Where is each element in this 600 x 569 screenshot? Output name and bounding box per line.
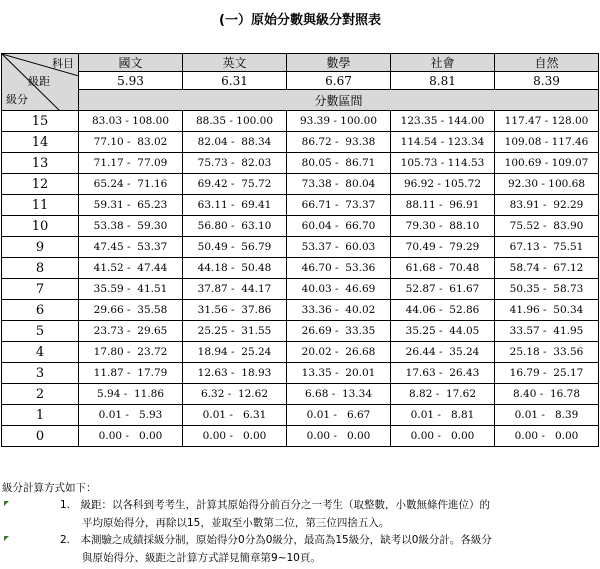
level-cell: 11: [2, 195, 79, 216]
score-range-cell: 50.35 - 58.73: [495, 279, 599, 300]
page-title: (一）原始分數與級分對照表: [219, 13, 381, 28]
subject-header: 社會: [391, 54, 495, 72]
table-row: [2, 132, 599, 153]
table-row: [2, 174, 599, 195]
score-range-cell: 88.11 - 96.91: [391, 195, 495, 216]
score-range-cell: 0.01 - 6.31: [183, 405, 287, 426]
note-2-line-2: 與原始得分、級距之計算方式詳見簡章第9~10頁。: [82, 552, 321, 564]
table-row: [2, 342, 599, 363]
score-range-cell: 77.10 - 83.02: [79, 132, 183, 153]
table-row: [2, 279, 599, 300]
score-range-cell: 37.87 - 44.17: [183, 279, 287, 300]
level-cell: 2: [2, 384, 79, 405]
table-row: [2, 237, 599, 258]
score-range-cell: 0.00 - 0.00: [495, 426, 599, 447]
score-range-cell: 16.79 - 25.17: [495, 363, 599, 384]
score-range-cell: 69.42 - 75.72: [183, 174, 287, 195]
score-range-cell: 65.24 - 71.16: [79, 174, 183, 195]
score-range-cell: 20.02 - 26.68: [287, 342, 391, 363]
range-heading: 分數區間: [79, 90, 599, 111]
score-range-cell: 0.01 - 8.81: [391, 405, 495, 426]
score-range-cell: 26.44 - 35.24: [391, 342, 495, 363]
subject-header: 自然: [495, 54, 599, 72]
score-range-cell: 58.74 - 67.12: [495, 258, 599, 279]
table-row: [2, 153, 599, 174]
score-range-cell: 86.72 - 93.38: [287, 132, 391, 153]
score-range-cell: 60.04 - 66.70: [287, 216, 391, 237]
note-2-line-1: 2. 本測驗之成績採級分制，原始得分0分為0級分，最高為15級分，缺考以0級分計。各級分: [60, 534, 492, 546]
score-range-cell: 83.91 - 92.29: [495, 195, 599, 216]
table-row: [2, 258, 599, 279]
level-cell: 5: [2, 321, 79, 342]
score-range-cell: 35.59 - 41.51: [79, 279, 183, 300]
score-range-cell: 52.87 - 61.67: [391, 279, 495, 300]
score-range-cell: 79.30 - 88.10: [391, 216, 495, 237]
corner-marker-icon: [4, 501, 9, 506]
corner-subject-label: 科目: [52, 57, 74, 70]
score-range-cell: 70.49 - 79.29: [391, 237, 495, 258]
score-range-cell: 44.06 - 52.86: [391, 300, 495, 321]
score-range-cell: 33.36 - 40.02: [287, 300, 391, 321]
level-cell: 3: [2, 363, 79, 384]
score-range-cell: 92.30 - 100.68: [495, 174, 599, 195]
score-range-cell: 31.56 - 37.86: [183, 300, 287, 321]
score-range-cell: 17.80 - 23.72: [79, 342, 183, 363]
level-cell: 4: [2, 342, 79, 363]
table-row: [2, 363, 599, 384]
score-range-cell: 47.45 - 53.37: [79, 237, 183, 258]
score-range-cell: 46.70 - 53.36: [287, 258, 391, 279]
score-range-cell: 66.71 - 73.37: [287, 195, 391, 216]
level-cell: 10: [2, 216, 79, 237]
level-cell: 15: [2, 111, 79, 132]
table-row: [2, 216, 599, 237]
score-range-cell: 13.35 - 20.01: [287, 363, 391, 384]
score-range-cell: 5.94 - 11.86: [79, 384, 183, 405]
score-range-cell: 0.01 - 6.67: [287, 405, 391, 426]
score-range-cell: 8.82 - 17.62: [391, 384, 495, 405]
subject-header-row: [2, 54, 599, 72]
table-row: [2, 195, 599, 216]
level-cell: 6: [2, 300, 79, 321]
level-cell: 12: [2, 174, 79, 195]
score-range-cell: 35.25 - 44.05: [391, 321, 495, 342]
table-row: [2, 300, 599, 321]
score-range-cell: 29.66 - 35.58: [79, 300, 183, 321]
gap-value: 8.81: [391, 72, 495, 90]
subject-header: 英文: [183, 54, 287, 72]
score-range-cell: 17.63 - 26.43: [391, 363, 495, 384]
notes-heading: 級分計算方式如下：: [2, 482, 97, 494]
score-range-cell: 0.00 - 0.00: [79, 426, 183, 447]
score-range-cell: 59.31 - 65.23: [79, 195, 183, 216]
score-range-cell: 33.57 - 41.95: [495, 321, 599, 342]
score-conversion-table: [1, 53, 599, 447]
level-cell: 9: [2, 237, 79, 258]
score-range-cell: 0.00 - 0.00: [391, 426, 495, 447]
corner-level-label: 級分: [6, 93, 28, 106]
gap-row: [2, 72, 599, 90]
score-range-cell: 12.63 - 18.93: [183, 363, 287, 384]
score-range-cell: 61.68 - 70.48: [391, 258, 495, 279]
score-range-cell: 25.25 - 31.55: [183, 321, 287, 342]
note-1-line-2: 平均原始得分，再除以15，並取至小數第二位，第三位四捨五入。: [82, 517, 390, 529]
score-range-cell: 56.80 - 63.10: [183, 216, 287, 237]
subject-header: 數學: [287, 54, 391, 72]
score-range-cell: 18.94 - 25.24: [183, 342, 287, 363]
gap-value: 8.39: [495, 72, 599, 90]
subject-header: 國文: [79, 54, 183, 72]
score-range-cell: 117.47 - 128.00: [495, 111, 599, 132]
score-range-cell: 88.35 - 100.00: [183, 111, 287, 132]
score-range-cell: 0.01 - 8.39: [495, 405, 599, 426]
score-range-cell: 0.00 - 0.00: [287, 426, 391, 447]
score-range-cell: 93.39 - 100.00: [287, 111, 391, 132]
score-range-cell: 6.32 - 12.62: [183, 384, 287, 405]
score-range-cell: 73.38 - 80.04: [287, 174, 391, 195]
level-cell: 14: [2, 132, 79, 153]
score-range-cell: 41.96 - 50.34: [495, 300, 599, 321]
score-range-cell: 96.92 - 105.72: [391, 174, 495, 195]
score-range-cell: 71.17 - 77.09: [79, 153, 183, 174]
score-range-cell: 75.73 - 82.03: [183, 153, 287, 174]
score-range-cell: 8.40 - 16.78: [495, 384, 599, 405]
score-range-cell: 63.11 - 69.41: [183, 195, 287, 216]
score-range-cell: 109.08 - 117.46: [495, 132, 599, 153]
score-range-cell: 40.03 - 46.69: [287, 279, 391, 300]
score-range-cell: 23.73 - 29.65: [79, 321, 183, 342]
score-range-cell: 53.38 - 59.30: [79, 216, 183, 237]
table-row: [2, 321, 599, 342]
table-row: [2, 426, 599, 447]
score-range-cell: 26.69 - 33.35: [287, 321, 391, 342]
gap-value: 5.93: [79, 72, 183, 90]
score-range-cell: 83.03 - 108.00: [79, 111, 183, 132]
table-row: [2, 405, 599, 426]
score-range-cell: 0.00 - 0.00: [183, 426, 287, 447]
score-range-cell: 11.87 - 17.79: [79, 363, 183, 384]
note-1-line-1: 1. 級距：以各科到考考生，計算其原始得分前百分之一考生（取整數，小數無條件進位）的: [60, 499, 491, 511]
score-range-cell: 0.01 - 5.93: [79, 405, 183, 426]
level-cell: 7: [2, 279, 79, 300]
score-range-cell: 44.18 - 50.48: [183, 258, 287, 279]
table-body: [2, 111, 599, 447]
gap-value: 6.31: [183, 72, 287, 90]
table-row: [2, 384, 599, 405]
score-range-cell: 25.18 - 33.56: [495, 342, 599, 363]
level-cell: 0: [2, 426, 79, 447]
score-range-cell: 114.54 - 123.34: [391, 132, 495, 153]
level-cell: 8: [2, 258, 79, 279]
score-range-cell: 53.37 - 60.03: [287, 237, 391, 258]
range-heading-row: [2, 90, 599, 111]
score-range-cell: 100.69 - 109.07: [495, 153, 599, 174]
gap-value: 6.67: [287, 72, 391, 90]
score-range-cell: 82.04 - 88.34: [183, 132, 287, 153]
corner-gap-label: 級距: [28, 75, 50, 88]
score-range-cell: 105.73 - 114.53: [391, 153, 495, 174]
score-range-cell: 50.49 - 56.79: [183, 237, 287, 258]
score-range-cell: 80.05 - 86.71: [287, 153, 391, 174]
score-range-cell: 6.68 - 13.34: [287, 384, 391, 405]
score-range-cell: 75.52 - 83.90: [495, 216, 599, 237]
level-cell: 13: [2, 153, 79, 174]
score-range-cell: 41.52 - 47.44: [79, 258, 183, 279]
level-cell: 1: [2, 405, 79, 426]
score-range-cell: 123.35 - 144.00: [391, 111, 495, 132]
corner-header-cell: [2, 54, 79, 111]
table-row: [2, 111, 599, 132]
score-range-cell: 67.13 - 75.51: [495, 237, 599, 258]
corner-marker-icon: [4, 536, 9, 541]
